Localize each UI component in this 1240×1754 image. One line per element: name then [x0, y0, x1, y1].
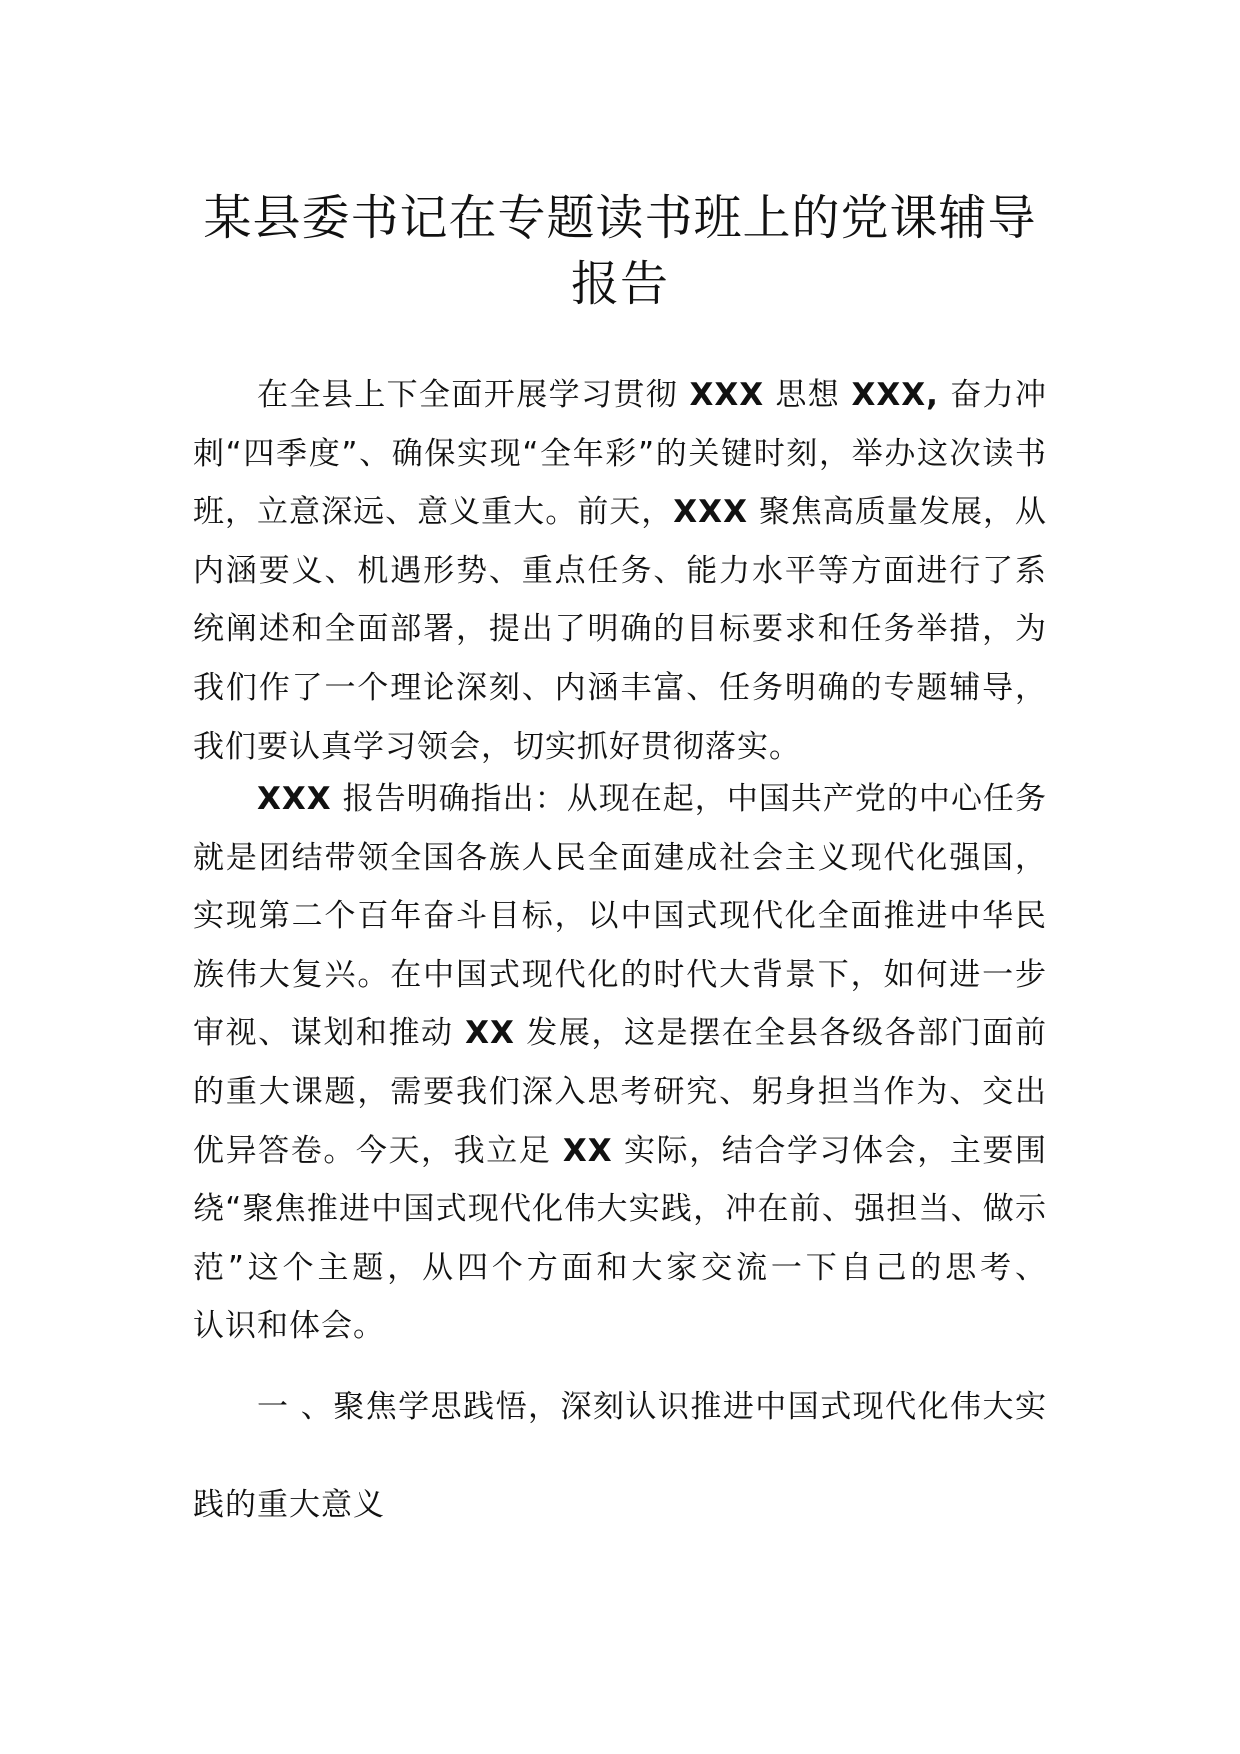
text-segment: 发展，这是摆在全县各级各部门面前的重大课题，需要我们深入思考研究、躬身担当作为、交出优异答卷。今天，我立足 — [193, 1015, 1047, 1169]
document-title: 某县委书记在专题读书班上的党课辅导报告 — [203, 190, 1037, 312]
text-segment-bold: XXX, — [851, 377, 939, 413]
paragraph-intro-last-line: 我们要认真学习领会，切实抓好贯彻落实。 — [193, 728, 801, 765]
paragraph-report-last-line: 认识和体会。 — [193, 1308, 385, 1345]
text-segment-bold: XXX — [689, 377, 765, 413]
text-segment-bold: XX — [465, 1015, 515, 1052]
paragraph-report — [193, 770, 1047, 1356]
section-heading-line2: 践的重大意义 — [193, 1487, 385, 1523]
text-segment-bold: XX — [562, 1132, 613, 1169]
text-segment-bold: XXX — [257, 781, 332, 817]
text-segment: 报告明确指出：从现在起，中国共产党的中心任务就是团结带领全国各族人民全面建成社会主义现代化强国，实现第二个百年奋斗目标，以中国式现代化全面推进中华民族伟大复兴。在中国式现代化的时代大背景下，如何进一步审视、谋划和推动 — [193, 781, 1047, 1052]
paragraph-report-body — [193, 781, 1047, 1286]
text-segment: 聚焦高质量发展，从内涵要义、机遇形势、重点任务、能力水平等方面进行了系统阐述和全面部署，提出了明确的目标要求和任务举措，为我们作了一个理论深刻、内涵丰富、任务明确的专题辅导， — [193, 494, 1048, 706]
text-segment-bold: XXX — [673, 494, 748, 531]
text-segment: 实际，结合学习体会，主要围绕“聚焦推进中国式现代化伟大实践，冲在前、强担当、做示范”这个主题，从四个方面和大家交流一下自己的思考、 — [193, 1132, 1048, 1286]
paragraph-intro-body — [193, 377, 1047, 706]
text-segment: 思想 — [764, 377, 852, 413]
text-segment: 在全县上下全面开展学习贯彻 — [257, 377, 690, 413]
paragraph-intro — [193, 366, 1047, 776]
section-heading-one — [193, 1378, 1047, 1534]
text-segment: 奋力冲刺“四季度”、确保实现“全年彩”的关键时刻，举办这次读书班，立意深远、意义重大。前天， — [193, 377, 1047, 531]
section-heading-line1: 一 、聚焦学思践悟，深刻认识推进中国式现代化伟大实 — [257, 1389, 1047, 1425]
